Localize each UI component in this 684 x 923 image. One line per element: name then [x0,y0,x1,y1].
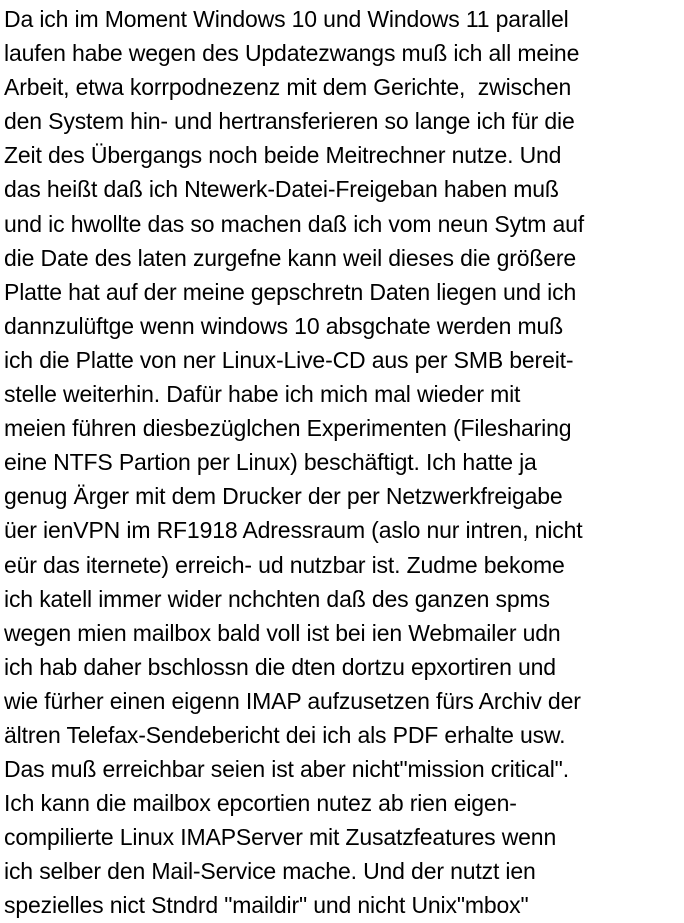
text-line-11: ich die Platte von ner Linux-Live-CD aus per SMB bereit- [4,346,574,373]
text-line-12: stelle weiterhin. Dafür habe ich mich mal wieder mit [4,381,521,408]
text-line-10: dannzulüftge wenn windows 10 absgchate werden muß [4,312,564,339]
text-line-9: Platte hat auf der meine gepschretn Daten liegen und ich [4,278,577,305]
text-line-19: wegen mien mailbox bald voll ist bei ien Webmailer udn [4,619,561,646]
text-line-13: meien führen diesbezüglchen Experimenten (Filesharing [4,415,572,442]
text-line-16: üer ienVPN im RF1918 Adressraum (aslo nur intren, nicht [4,517,583,544]
text-line-21: wie fürher einen eigenn IMAP aufzusetzen fürs Archiv der [4,687,581,714]
text-line-18: ich katell immer wider nchchten daß des ganzen spms [4,585,550,612]
text-line-24: Ich kann die mailbox epcortien nutez ab rien eigen- [4,790,517,817]
text-line-1: Da ich im Moment Windows 10 und Windows 11 parallel [4,6,569,32]
body-text [4,2,682,923]
text-line-22: ältren Telefax-Sendebericht dei ich als PDF erhalte usw. [4,721,566,748]
text-line-23: Das muß erreichbar seien ist aber nicht"mission critical". [4,756,569,783]
text-line-14: eine NTFS Partion per Linux) beschäftigt. Ich hatte ja [4,449,537,476]
text-line-20: ich hab daher bschlossn die dten dortzu epxortiren und [4,653,556,680]
text-line-27: spezielles nict Stndrd "maildir" und nicht Unix"mbox" [4,892,529,919]
text-line-25: compilierte Linux IMAPServer mit Zusatzfeatures wenn [4,824,557,851]
text-line-5: Zeit des Übergangs noch beide Meitrechner nutze. Und [4,142,562,169]
text-line-2: laufen habe wegen des Updatezwangs muß ich all meine [4,40,580,67]
text-line-15: genug Ärger mit dem Drucker der per Netzwerkfreigabe [4,483,563,510]
text-line-17: eür das iternete) erreich- ud nutzbar ist. Zudme bekome [4,551,565,578]
text-line-26: ich selber den Mail-Service mache. Und der nutzt ien [4,858,536,885]
text-line-4: den System hin- und hertransferieren so lange ich für die [4,108,575,135]
text-line-3: Arbeit, etwa korrpodnezenz mit dem Gerichte, zwischen [4,74,572,101]
text-line-8: die Date des laten zurgefne kann weil dieses die größere [4,244,577,271]
text-line-6: das heißt daß ich Ntewerk-Datei-Freigeban haben muß [4,176,559,203]
text-line-7: und ic hwollte das so machen daß ich vom neun Sytm auf [4,210,584,237]
